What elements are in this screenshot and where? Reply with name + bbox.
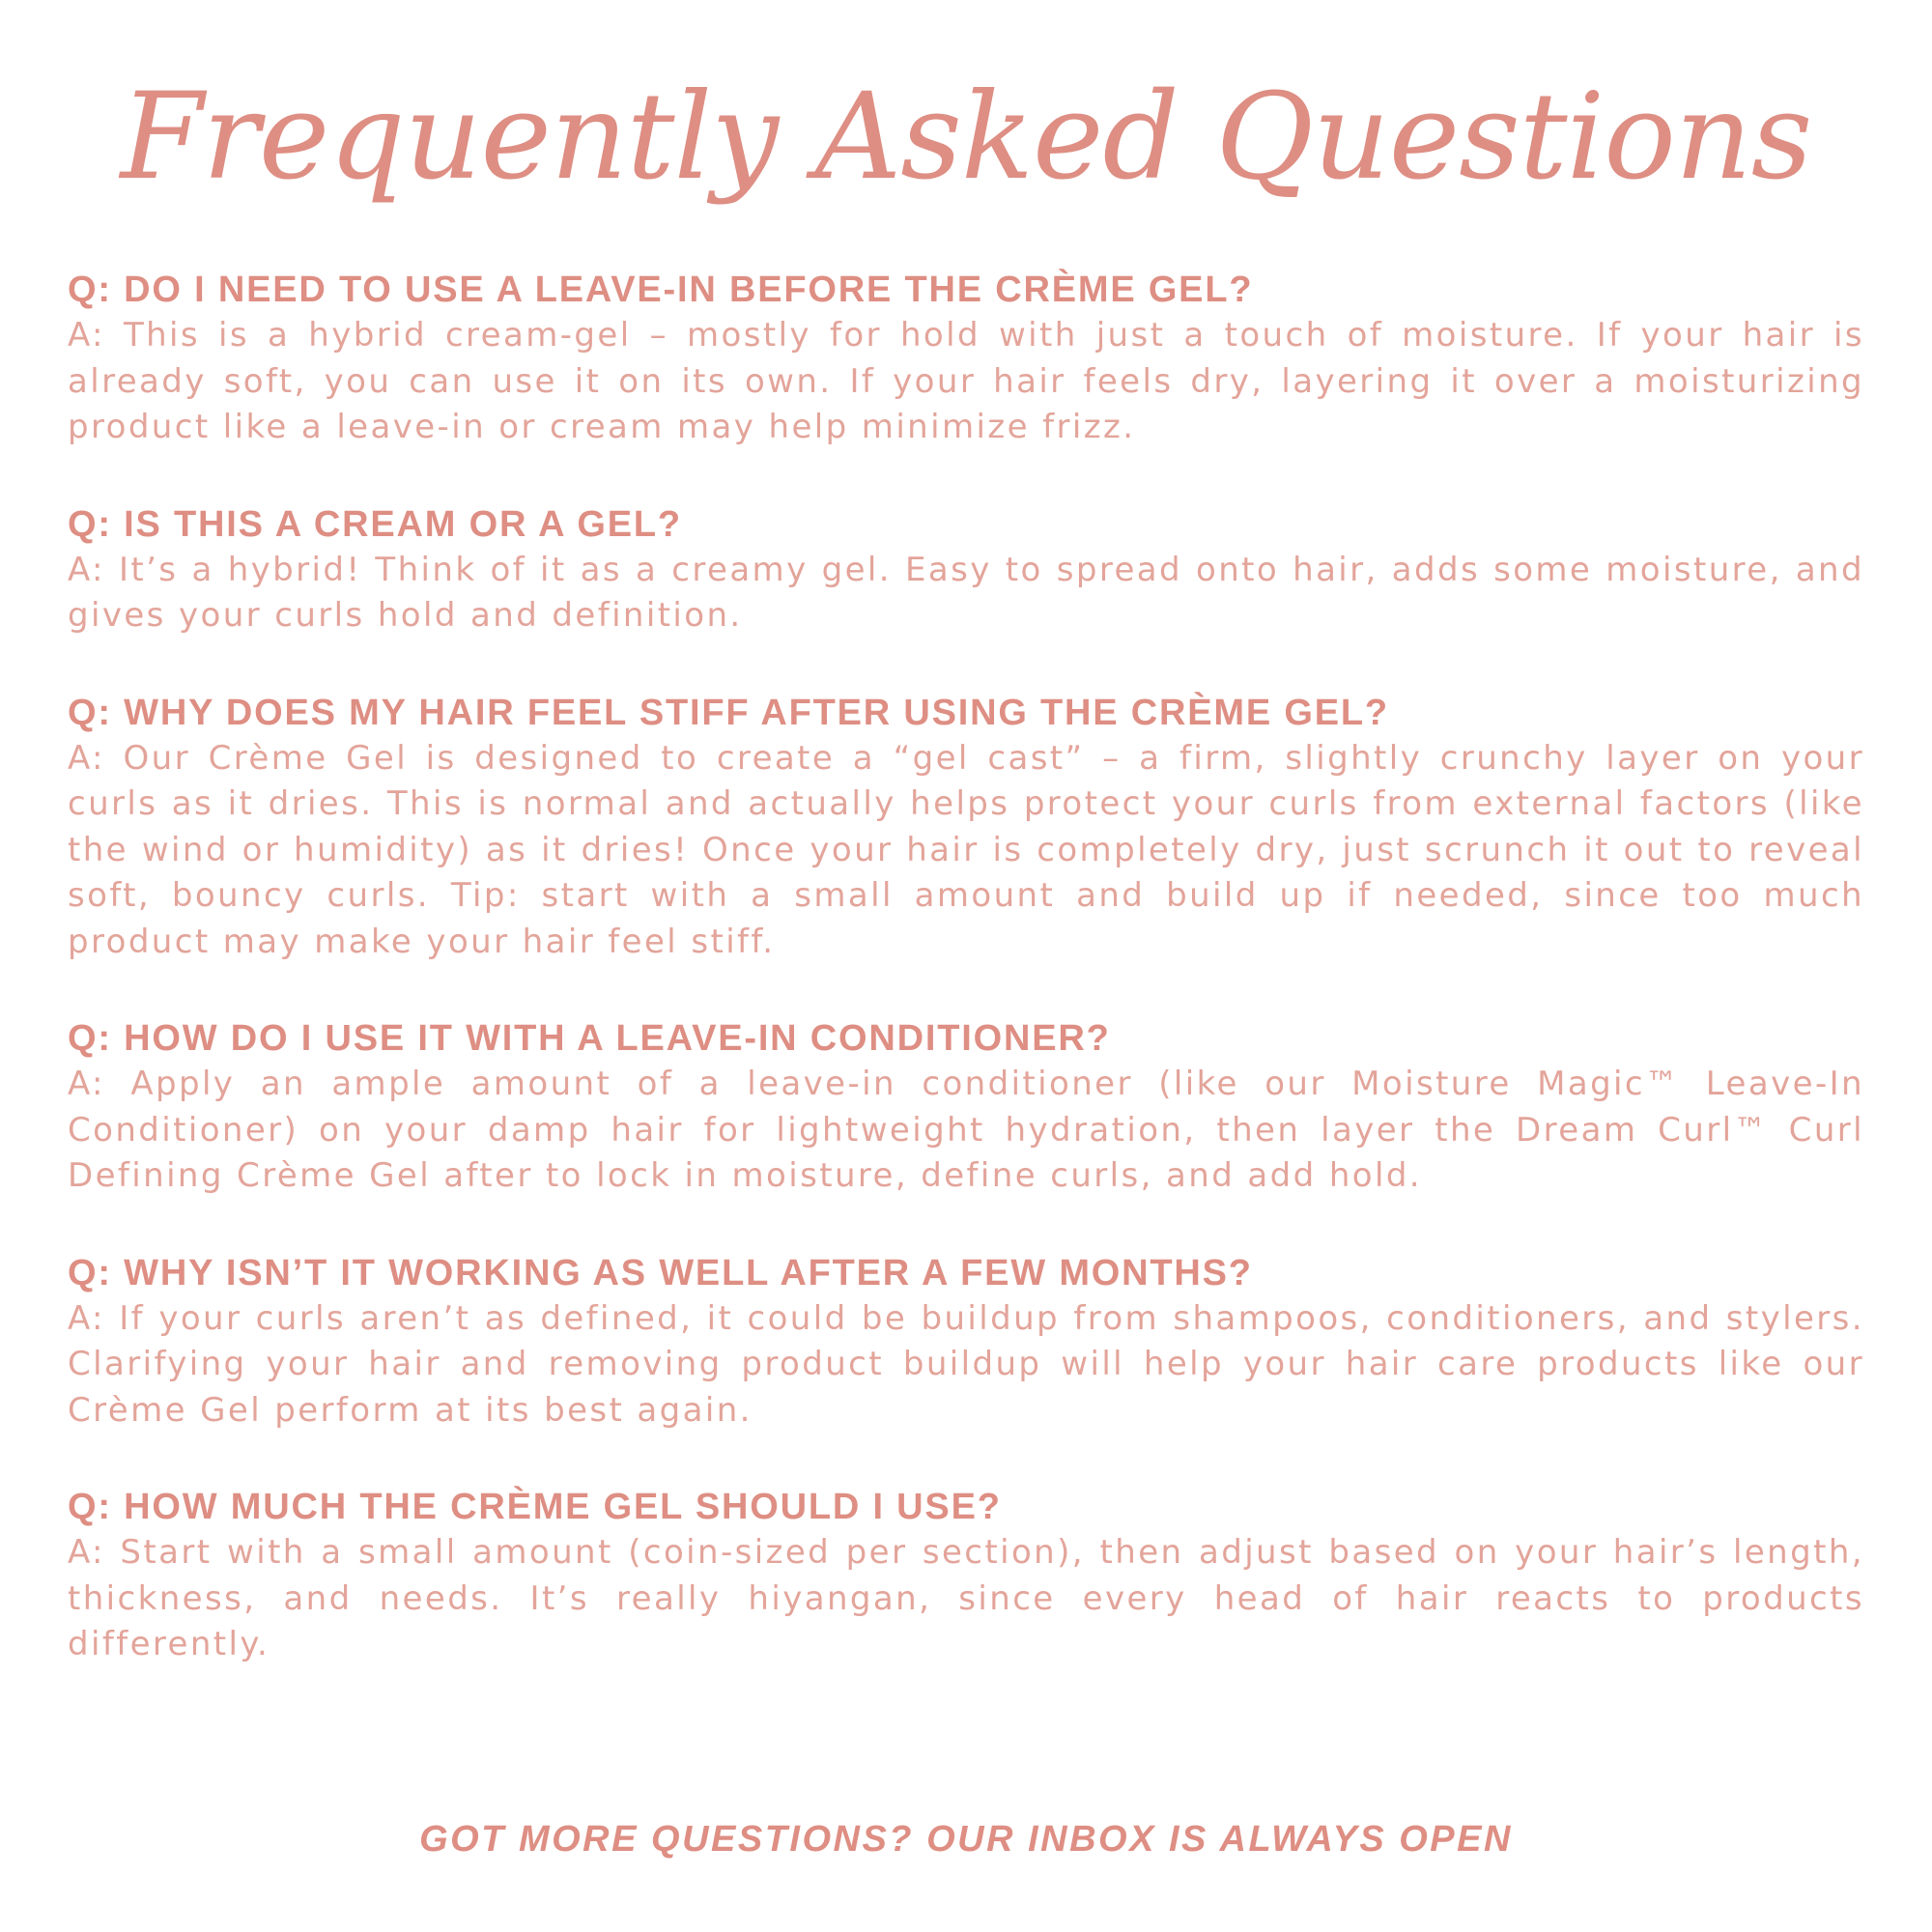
faq-item [68, 501, 1864, 639]
faq-question: Q: WHY ISN’T IT WORKING AS WELL AFTER A FEW MONTHS? [68, 1252, 1253, 1293]
faq-item [68, 1250, 1864, 1435]
faq-item [68, 1015, 1864, 1200]
page-title: Frequently Asked Questions [120, 68, 1812, 207]
faq-item [68, 1484, 1864, 1668]
faq-question: Q: DO I NEED TO USE A LEAVE-IN BEFORE THE CRÈME GEL? [68, 270, 1254, 310]
faq-question: Q: WHY DOES MY HAIR FEEL STIFF AFTER USING THE CRÈME GEL? [68, 692, 1389, 733]
faq-answer: A: Apply an ample amount of a leave-in conditioner (like our Moisture Magic™ Leave-In Conditioner) on your damp hair for lightweight hydration, then layer the Dream Curl™ Curl Defining Crème Gel after to lock in moisture, define curls, and add hold. [68, 1065, 1864, 1195]
faq-question: Q: HOW MUCH THE CRÈME GEL SHOULD I USE? [68, 1487, 1002, 1527]
faq-answer: A: Our Crème Gel is designed to create a “gel cast” – a firm, slightly crunchy layer on your curls as it dries. This is normal and actually helps protect your curls from external factors (like the wind or humidity) as it dries! Once your hair is completely dry, just scrunch it out to reveal soft, bouncy curls. Tip: start with a small amount and build up if needed, since too much product may make your hair feel stiff. [68, 738, 1864, 961]
faq-list [68, 267, 1864, 1719]
faq-question: Q: IS THIS A CREAM OR A GEL? [68, 503, 682, 545]
faq-answer: A: If your curls aren’t as defined, it could be buildup from shampoos, conditioners, and stylers. Clarifying your hair and removing product buildup will help your hair care products like our Crème Gel perform at its best again. [68, 1298, 1864, 1430]
faq-answer: A: It’s a hybrid! Think of it as a creamy gel. Easy to spread onto hair, adds some moisture, and gives your curls hold and definition. [68, 550, 1864, 635]
faq-item [68, 267, 1864, 451]
contact-footer: GOT MORE QUESTIONS? OUR INBOX IS ALWAYS OPEN [419, 1819, 1513, 1860]
faq-answer: A: This is a hybrid cream-gel – mostly for hold with just a touch of moisture. If your hair is already soft, you can use it on its own. If your hair feels dry, layering it over a moisturizing product like a leave-in or cream may help minimize frizz. [68, 316, 1864, 446]
faq-question: Q: HOW DO I USE IT WITH A LEAVE-IN CONDITIONER? [68, 1018, 1111, 1059]
faq-item [68, 690, 1864, 966]
faq-answer: A: Start with a small amount (coin-sized per section), then adjust based on your hair’s length, thickness, and needs. It’s really hiyangan, since every head of hair reacts to products differently. [68, 1533, 1864, 1663]
